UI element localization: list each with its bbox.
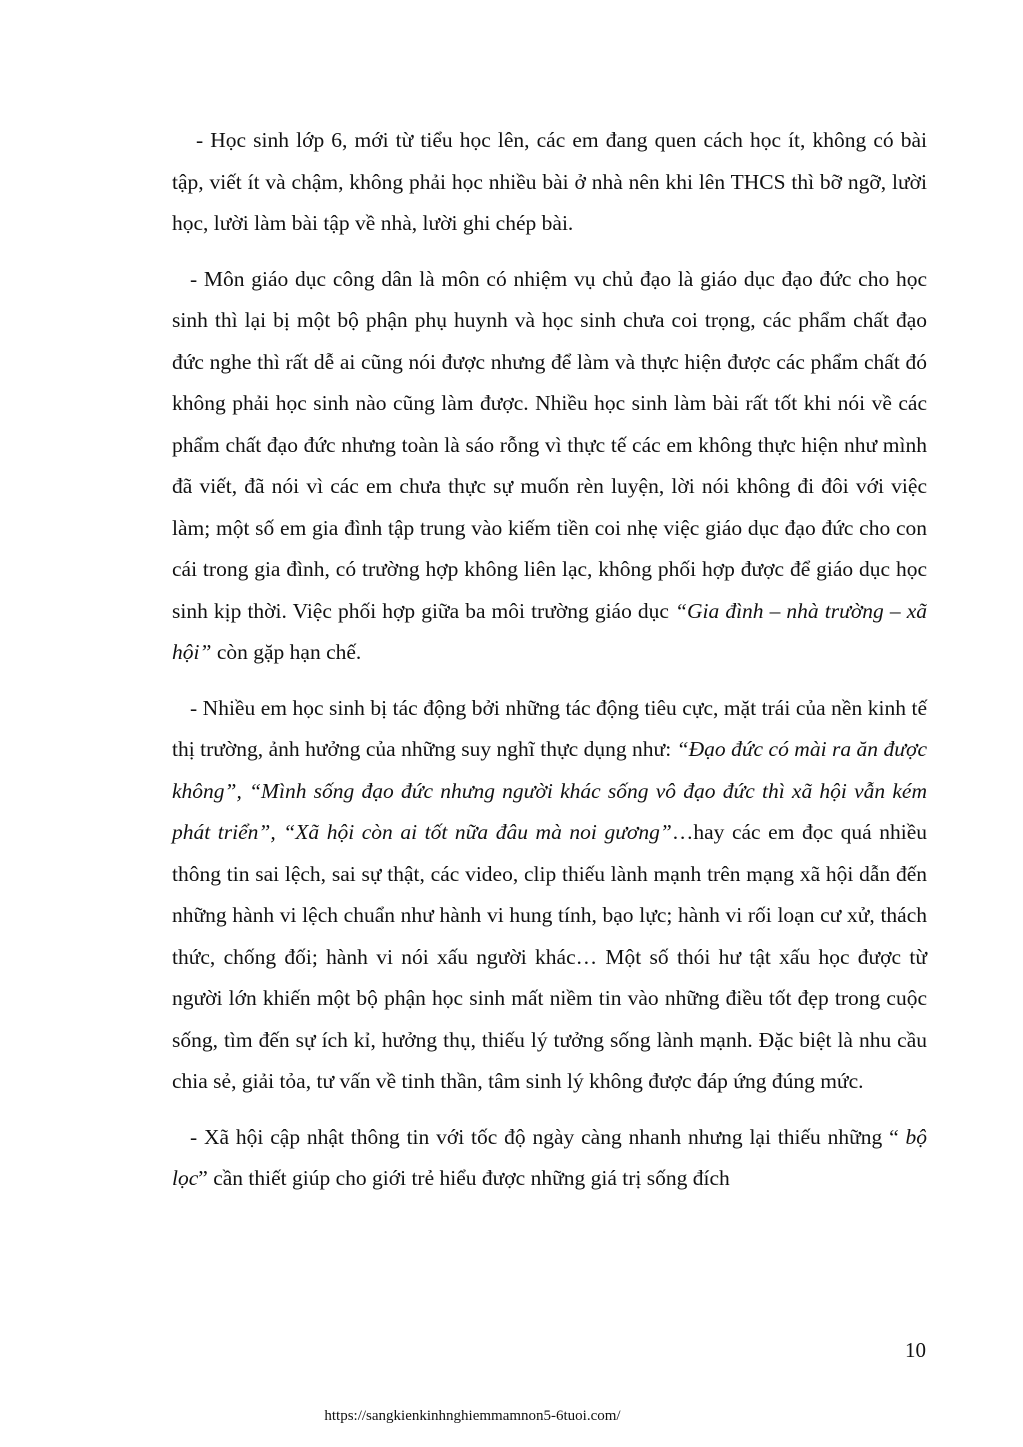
italic-quote: “Đạo đức có mài ra ăn được không”, “Mình sống đạo đức nhưng người khác sống vô đạo đức thì xã hội vẫn kém phát triển”, “Xã hội còn ai tốt nữa đâu mà noi gương” — [172, 737, 928, 844]
paragraph — [172, 259, 927, 674]
text-segment: ” cần thiết giúp cho giới trẻ hiểu được những giá trị sống đích — [198, 1166, 730, 1190]
text-segment: - Xã hội cập nhật thông tin với tốc độ ngày càng nhanh nhưng lại thiếu những “ — [190, 1124, 906, 1149]
paragraph — [172, 1117, 927, 1200]
paragraph — [172, 120, 927, 245]
text-segment: còn gặp hạn chế. — [211, 640, 362, 664]
paragraph — [172, 688, 927, 1103]
footer-url[interactable]: https://sangkienkinhnghiemmamnon5-6tuoi.com/ — [324, 1408, 621, 1424]
text-segment: - Nhiều em học sinh bị tác động bởi những tác động tiêu cực, mặt trái của nền kinh tế thị trường, ảnh hưởng của những suy nghĩ thực dụng như: — [172, 695, 927, 761]
text-segment: …hay các em đọc quá nhiều thông tin sai lệch, sai sự thật, các video, clip thiếu lành mạnh trên mạng xã hội dẫn đến những hành vi lệch chuẩn như hành vi hung tính, bạo lực; hành vi rối loạn cư xử, thách thức, chống đối; hành vi nói xấu người khác… Một số thói hư tật xấu học được từ người lớn khiến một bộ phận học sinh mất niềm tin vào những điều tốt đẹp trong cuộc sống, tìm đến sự ích kỉ, hưởng thụ, thiếu lý tưởng sống lành mạnh. Đặc biệt là nhu cầu chia sẻ, giải tỏa, tư vấn về tinh thần, tâm sinh lý không được đáp ứng đúng mức. — [172, 820, 927, 1093]
text-segment: - Học sinh lớp 6, mới từ tiểu học lên, các em đang quen cách học ít, không có bài tập, viết ít và chậm, không phải học nhiều bài ở nhà nên khi lên THCS thì bỡ ngỡ, lười học, lười làm bài tập về nhà, lười ghi chép bài. — [172, 128, 927, 235]
text-segment: - Môn giáo dục công dân là môn có nhiệm vụ chủ đạo là giáo dục đạo đức cho học sinh thì lại bị một bộ phận phụ huynh và học sinh chưa coi trọng, các phẩm chất đạo đức nghe thì rất dễ ai cũng nói được nhưng để làm và thực hiện được các phẩm chất đó không phải học sinh nào cũng làm được. Nhiều học sinh làm bài rất tốt khi nói về các phẩm chất đạo đức nhưng toàn là sáo rỗng vì thực tế các em không thực hiện như mình đã viết, đã nói vì các em chưa thực sự muốn rèn luyện, lời nói không đi đôi với việc làm; một số em gia đình tập trung vào kiếm tiền coi nhẹ việc giáo dục đạo đức cho con cái trong gia đình, có trường hợp không liên lạc, không phối hợp được để giáo dục học sinh kịp thời. Việc phối hợp giữa ba môi trường giáo dục — [172, 266, 927, 623]
italic-term: bộ lọc — [172, 1124, 927, 1190]
page-number: 10 — [905, 1338, 926, 1362]
body-text — [172, 120, 927, 1200]
italic-quote: “Gia đình – nhà trường – xã hội” — [172, 598, 927, 664]
